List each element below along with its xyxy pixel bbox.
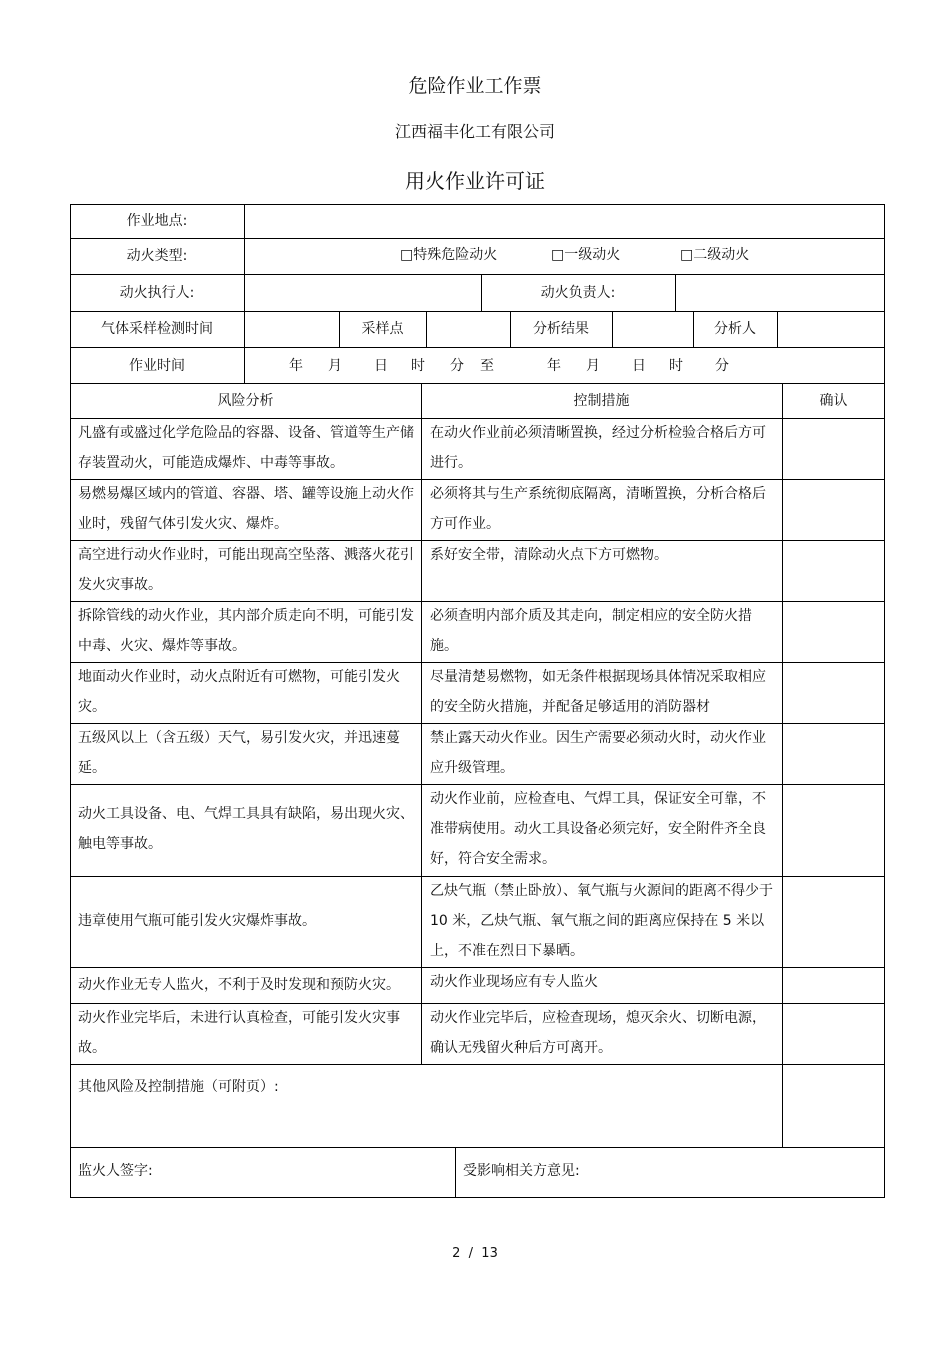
col-divider (777, 311, 778, 347)
gas-time-label: 气体采样检测时间 (101, 321, 213, 337)
measure-text: 禁止露天动火作业。因生产需要必须动火时，动火作业应升级管理。 (430, 730, 766, 776)
measure-text: 必须查明内部介质及其走向，制定相应的安全防火措施。 (430, 608, 752, 654)
measure-text: 必须将其与生产系统彻底隔离，清晰置换，分析合格后方可作业。 (430, 486, 766, 532)
time-unit-year: 年 (547, 358, 561, 374)
row-divider (70, 274, 885, 275)
time-unit-hour: 时 (411, 358, 425, 374)
risk-text: 凡盛有或盛过化学危险品的容器、设备、管道等生产储存装置动火，可能造成爆炸、中毒等事故。 (78, 425, 414, 471)
row-divider (70, 1147, 885, 1148)
measure-text: 乙炔气瓶（禁止卧放）、氧气瓶与火源间的距离不得少于 10 米，乙炔气瓶、氧气瓶之间的距离应保持在 5 米以上，不准在烈日下暴晒。 (430, 883, 773, 959)
fire-guard-signature-label: 监火人签字: (78, 1163, 153, 1179)
measure-text: 在动火作业前必须清晰置换，经过分析检验合格后方可进行。 (430, 425, 766, 471)
risk-text: 动火工具设备、电、气焊工具具有缺陷，易出现火灾、触电等事故。 (78, 806, 414, 852)
location-label: 作业地点: (126, 213, 188, 229)
page-title: 危险作业工作票 (408, 75, 542, 97)
col-divider (421, 383, 422, 1064)
row-divider (70, 311, 885, 312)
fire-type-label: 动火类型: (126, 248, 188, 264)
time-unit-month: 月 (328, 358, 342, 374)
level2-fire-checkbox[interactable]: □二级动火 (680, 247, 750, 263)
time-unit-minute: 分 (450, 358, 464, 374)
time-unit-year: 年 (289, 358, 303, 374)
time-unit-minute: 分 (715, 358, 729, 374)
row-divider (70, 347, 885, 348)
time-unit-day: 日 (632, 358, 646, 374)
risk-analysis-header: 风险分析 (217, 393, 274, 409)
risk-text: 高空进行动火作业时，可能出现高空坠落、溅落火花引发火灾事故。 (78, 547, 414, 593)
affected-party-opinion-label: 受影响相关方意见: (463, 1163, 580, 1179)
col-divider (675, 274, 676, 311)
measure-text: 系好安全带，清除动火点下方可燃物。 (430, 547, 668, 563)
col-divider (612, 311, 613, 347)
responsible-label: 动火负责人: (540, 285, 616, 301)
form-title: 用火作业许可证 (405, 169, 545, 193)
risk-text: 拆除管线的动火作业，其内部介质走向不明，可能引发中毒、火灾、爆炸等事故。 (78, 608, 414, 654)
risk-text: 动火作业完毕后，未进行认真检查，可能引发火灾事故。 (78, 1010, 400, 1056)
work-time-label: 作业时间 (129, 358, 185, 374)
level1-fire-checkbox[interactable]: □一级动火 (551, 247, 621, 263)
executor-label: 动火执行人: (119, 285, 195, 301)
risk-text: 五级风以上（含五级）天气，易引发火灾，并迅速蔓延。 (78, 730, 400, 776)
row-divider (70, 238, 885, 239)
other-risks-label: 其他风险及控制措施（可附页）: (78, 1079, 279, 1095)
special-fire-checkbox[interactable]: □特殊危险动火 (400, 247, 498, 263)
time-unit-to: 至 (480, 358, 494, 374)
row-divider (70, 383, 885, 384)
confirm-header: 确认 (819, 393, 848, 409)
measure-text: 动火作业完毕后，应检查现场，熄灭余火、切断电源，确认无残留火种后方可离开。 (430, 1010, 766, 1056)
measure-text: 尽量清楚易燃物，如无条件根据现场具体情况采取相应的安全防火措施，并配备足够适用的消防器材 (430, 669, 766, 715)
measure-text: 动火作业现场应有专人监火 (430, 974, 598, 990)
company-name: 江西福丰化工有限公司 (394, 122, 555, 141)
col-divider (455, 1147, 456, 1198)
result-label: 分析结果 (533, 321, 589, 337)
analyst-label: 分析人 (714, 321, 756, 337)
risk-text: 易燃易爆区域内的管道、容器、塔、罐等设施上动火作业时，残留气体引发火灾、爆炸。 (78, 486, 414, 532)
risk-text: 违章使用气瓶可能引发火灾爆炸事故。 (78, 913, 316, 929)
time-unit-month: 月 (586, 358, 600, 374)
time-unit-day: 日 (374, 358, 388, 374)
risk-text: 地面动火作业时，动火点附近有可燃物，可能引发火灾。 (78, 669, 400, 715)
sample-point-label: 采样点 (361, 321, 404, 337)
page-number: 2 / 13 (452, 1246, 498, 1261)
col-divider (426, 311, 427, 347)
time-unit-hour: 时 (669, 358, 683, 374)
control-measures-header: 控制措施 (573, 393, 630, 409)
row-divider (70, 1064, 885, 1065)
risk-text: 动火作业无专人监火，不利于及时发现和预防火灾。 (78, 977, 400, 993)
col-divider (244, 204, 245, 383)
measure-text: 动火作业前，应检查电、气焊工具，保证安全可靠，不准带病使用。动火工具设备必须完好，安全附件齐全良好，符合安全需求。 (430, 791, 766, 867)
col-divider (782, 383, 783, 1147)
